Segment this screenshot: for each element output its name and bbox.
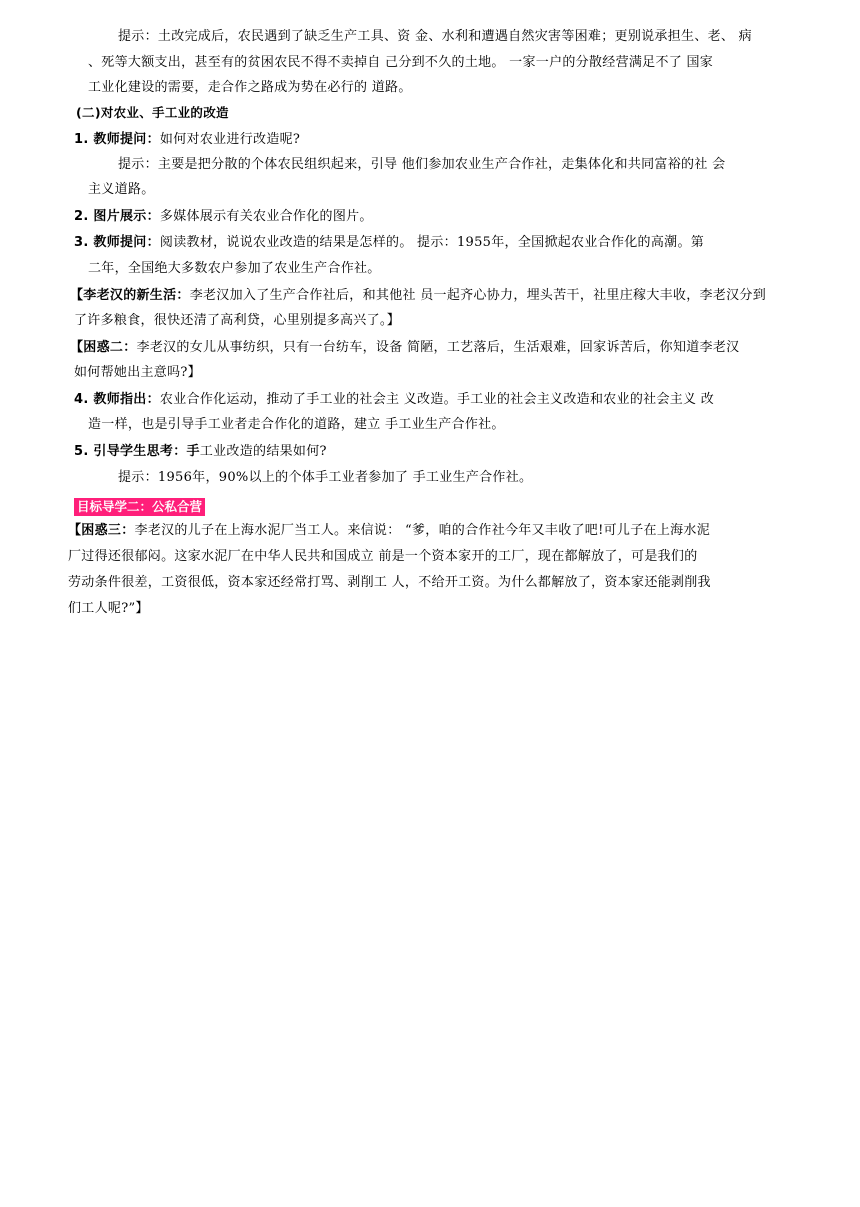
item2-text: 多媒体展示有关农业合作化的图片。: [159, 209, 373, 224]
confusion3-line: [68, 522, 710, 540]
confusion2-text: 李老汉的女儿从事纺织，只有一台纺车，设备 简陋，工艺落后，生活艰难，回家诉苦后，你知道李老汉: [136, 340, 740, 355]
new-life-line-2: 了许多粮食，很快还清了高利贷，心里别提多高兴了。】: [74, 313, 401, 328]
new-life-label: 【李老汉的新生活：: [70, 288, 190, 303]
item4-line: [74, 391, 714, 409]
item5-label: 5. 引导学生思考：手: [74, 444, 200, 459]
item1-text: 如何对农业进行改造呢?: [159, 132, 301, 147]
new-life-text: 李老汉加入了生产合作社后，和其他社 员一起齐心协力，埋头苦干，社里庄稼大丰收，李老汉分到: [189, 288, 767, 303]
item4-text: 农业合作化运动，推动了手工业的社会主 义改造。手工业的社会主义改造和农业的社会主义 改: [159, 392, 715, 407]
item4-label: 4. 教师指出：: [74, 392, 160, 407]
hint-land-reform-line-1: 提示：土改完成后，农民遇到了缺乏生产工具、资 金、水利和遭遇自然灾害等困难；更别说承担生、老、 病: [118, 29, 752, 44]
item5-line: [74, 443, 327, 461]
item2-line: [74, 208, 373, 226]
item2-label: 2. 图片展示：: [74, 209, 160, 224]
confusion3-line-3: 劳动条件很差，工资很低，资本家还经常打骂、剥削工 人，不给开工资。为什么都解放了，资本家还能剥削我: [68, 575, 711, 590]
confusion3-text: 李老汉的儿子在上海水泥厂当工人。来信说： “爹，咱的合作社今年又丰收了吧!可儿子在上海水泥: [134, 523, 711, 538]
new-life-line: [70, 287, 766, 305]
item1-hint-line-1: 提示：主要是把分散的个体农民组织起来，引导 他们参加农业生产合作社，走集体化和共同富裕的社 会: [118, 157, 726, 172]
confusion2-line: [70, 339, 739, 357]
item4-line-2: 造一样，也是引导手工业者走合作化的道路，建立 手工业生产合作社。: [88, 417, 505, 432]
item3-text: 阅读教材，说说农业改造的结果是怎样的。 提示：1955年，全国掀起农业合作化的高潮。第: [159, 235, 705, 250]
item1-hint-line-2: 主义道路。: [88, 182, 155, 197]
item5-hint: 提示：1956年，90%以上的个体手工业者参加了 手工业生产合作社。: [118, 470, 533, 485]
item1-line: [74, 131, 300, 149]
confusion3-line-2: 厂过得还很郁闷。这家水泥厂在中华人民共和国成立 前是一个资本家开的工厂，现在都解放了，可是我们的: [68, 549, 698, 564]
item1-label: 1. 教师提问：: [74, 132, 160, 147]
hint-land-reform-line-2: 、死等大额支出，甚至有的贫困农民不得不卖掉自 己分到不久的土地。 一家一户的分散经营满足不了 国家: [88, 55, 714, 70]
item3-line-2: 二年，全国绝大多数农户参加了农业生产合作社。: [88, 261, 381, 276]
confusion2-line-2: 如何帮她出主意吗?】: [74, 365, 201, 380]
item5-text: 工业改造的结果如何?: [199, 444, 327, 459]
item3-label: 3. 教师提问：: [74, 235, 160, 250]
goal2-badge: 目标导学二：公私合营: [74, 498, 205, 516]
hint-land-reform-line-3: 工业化建设的需要，走合作之路成为势在必行的 道路。: [88, 80, 412, 95]
confusion2-label: 【困惑二：: [70, 340, 137, 355]
confusion3-line-4: 们工人呢?”】: [68, 601, 149, 616]
section-heading: (二)对农业、手工业的改造: [76, 105, 229, 120]
item3-line: [74, 234, 704, 252]
confusion3-label: 【困惑三：: [68, 523, 135, 538]
